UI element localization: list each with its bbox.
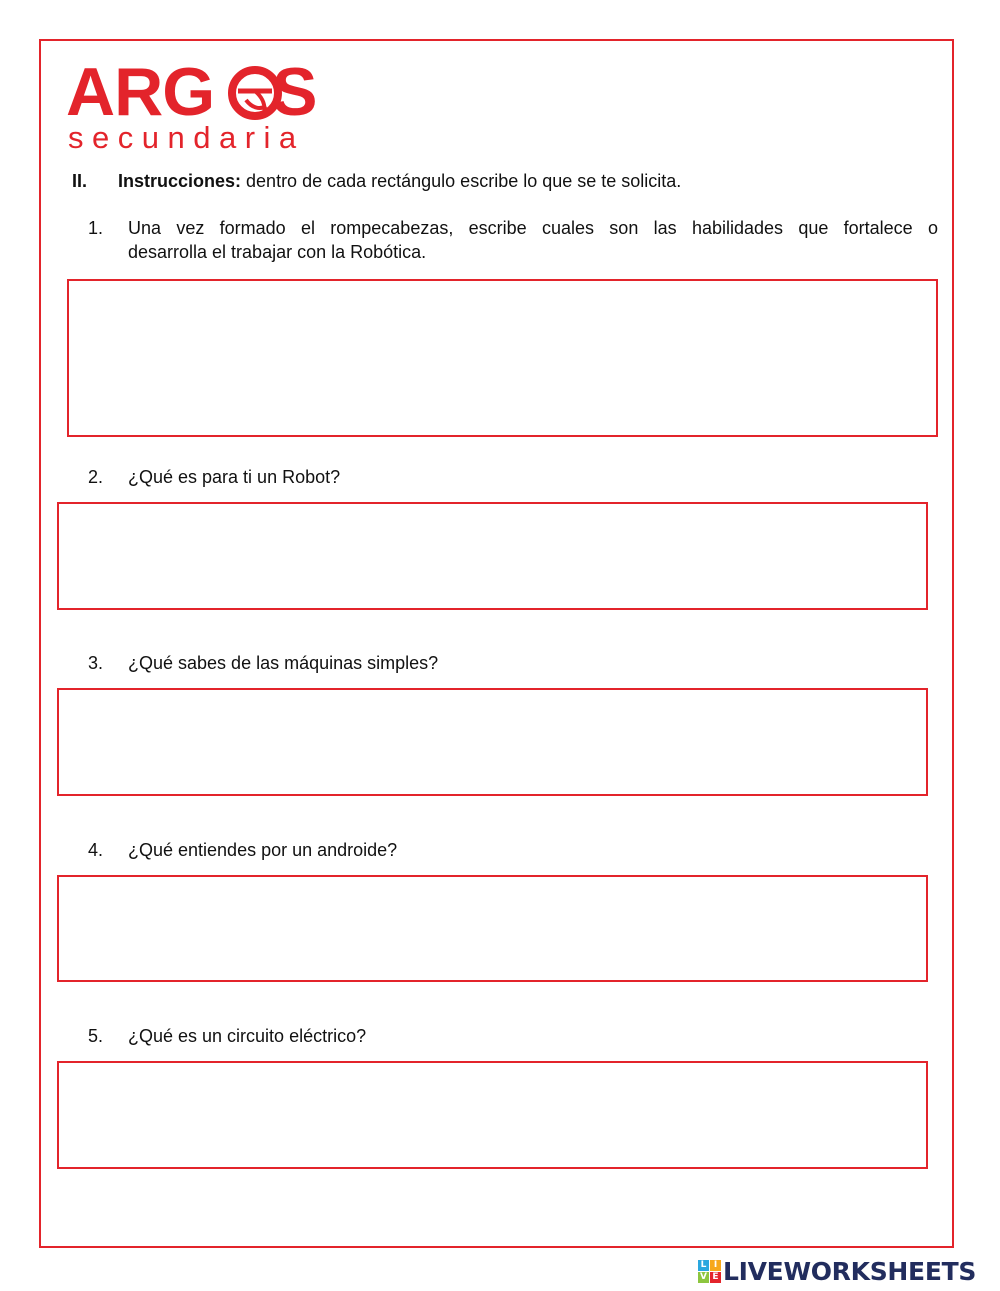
answer-box-3[interactable] — [57, 688, 928, 796]
badge-letter: V — [698, 1272, 709, 1283]
instructions — [72, 170, 681, 192]
argos-logo — [66, 54, 328, 156]
logo-globe-icon — [226, 64, 284, 122]
question-text: ¿Qué sabes de las máquinas simples? — [128, 653, 439, 673]
badge-letter: E — [710, 1272, 721, 1283]
section-number: II. — [72, 171, 88, 191]
question-number: 1. — [88, 218, 104, 238]
question-text-continued: desarrolla el trabajar con la Robótica. — [128, 242, 427, 262]
logo-text-s: S — [272, 54, 317, 130]
liveworksheets-badge-icon — [698, 1260, 721, 1283]
answer-box-4[interactable] — [57, 875, 928, 982]
badge-letter: L — [698, 1260, 709, 1271]
brand-name: LIVEWORKSHEETS — [723, 1256, 977, 1286]
question-text: ¿Qué es para ti un Robot? — [128, 467, 341, 487]
question-number: 2. — [88, 467, 104, 487]
instructions-label: Instrucciones: — [118, 171, 242, 191]
answer-box-1[interactable] — [67, 279, 938, 437]
question-number: 5. — [88, 1026, 104, 1046]
logo-text-arg: ARG — [66, 54, 215, 130]
question-number: 4. — [88, 840, 104, 860]
question-text: Una vez formado el rompecabezas, escribe cuales son las habilidades que fortalece o — [128, 218, 938, 238]
question-text: ¿Qué entiendes por un androide? — [128, 840, 398, 860]
question-number: 3. — [88, 653, 104, 673]
instructions-text: dentro de cada rectángulo escribe lo que se te solicita. — [241, 171, 682, 191]
question-text: ¿Qué es un circuito eléctrico? — [128, 1026, 367, 1046]
answer-box-2[interactable] — [57, 502, 928, 610]
logo-subtitle: secundaria — [68, 120, 305, 155]
liveworksheets-brand — [698, 1256, 976, 1286]
badge-letter: I — [710, 1260, 721, 1271]
answer-box-5[interactable] — [57, 1061, 928, 1169]
